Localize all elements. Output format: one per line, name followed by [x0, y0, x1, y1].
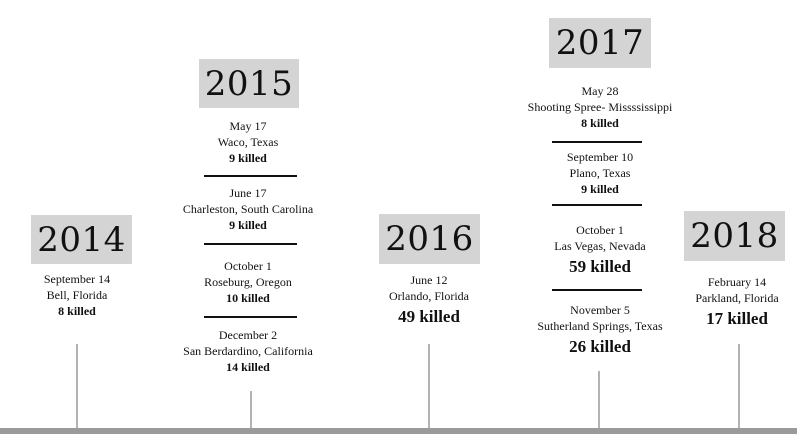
timeline-tick-2017: [598, 371, 600, 434]
event-separator: [552, 204, 642, 206]
event-date: October 1: [576, 223, 624, 237]
event-date: November 5: [570, 303, 630, 317]
event-date: September 14: [43, 272, 111, 286]
event-killed: 26 killed: [569, 337, 631, 356]
event-2015-san-bernardino: [148, 327, 348, 375]
year-label-2016: 2016: [379, 214, 480, 264]
timeline-tick-2016: [428, 344, 430, 434]
event-separator: [204, 175, 297, 177]
event-place: Bell, Florida: [46, 288, 108, 302]
event-date: June 12: [410, 273, 448, 287]
event-place: San Berdardino, California: [183, 344, 313, 358]
year-label-2015: 2015: [199, 59, 299, 108]
event-2017-mississippi: [497, 83, 703, 131]
event-separator: [204, 243, 297, 245]
event-place: Parkland, Florida: [695, 291, 779, 305]
event-2017-plano: [497, 149, 703, 197]
event-killed: 49 killed: [398, 307, 460, 326]
event-separator: [552, 289, 642, 291]
event-killed: 59 killed: [569, 257, 631, 276]
event-killed: 8 killed: [58, 304, 96, 318]
event-2016-orlando: [350, 272, 508, 329]
event-place: Plano, Texas: [569, 166, 631, 180]
year-label-2017: 2017: [549, 18, 651, 68]
event-2014-bell: [2, 271, 152, 319]
event-place: Charleston, South Carolina: [182, 202, 314, 216]
timeline-tick-2014: [76, 344, 78, 434]
event-place: Las Vegas, Nevada: [554, 239, 646, 253]
event-place: Roseburg, Oregon: [204, 275, 292, 289]
event-place: Orlando, Florida: [389, 289, 469, 303]
event-date: October 1: [224, 259, 272, 273]
event-killed: 8 killed: [581, 116, 619, 130]
event-date: June 17: [229, 186, 267, 200]
event-2018-parkland: [677, 274, 797, 331]
event-killed: 9 killed: [581, 182, 619, 196]
event-killed: 10 killed: [226, 291, 270, 305]
event-2017-sutherland-springs: [497, 302, 703, 359]
event-killed: 14 killed: [226, 360, 270, 374]
event-place: Waco, Texas: [217, 135, 279, 149]
year-label-2018: 2018: [684, 211, 785, 261]
event-2017-las-vegas: [497, 222, 703, 279]
event-date: December 2: [218, 328, 278, 342]
event-separator: [552, 141, 642, 143]
event-date: May 28: [581, 84, 619, 98]
timeline-axis: [0, 428, 797, 434]
event-place: Shooting Spree- Missssissippi: [527, 100, 673, 114]
event-2015-charleston: [148, 185, 348, 233]
event-date: September 10: [566, 150, 634, 164]
year-label-2014: 2014: [31, 215, 132, 264]
event-killed: 17 killed: [706, 309, 768, 328]
event-date: May 17: [229, 119, 267, 133]
event-killed: 9 killed: [229, 218, 267, 232]
event-killed: 9 killed: [229, 151, 267, 165]
event-date: February 14: [707, 275, 767, 289]
timeline-tick-2018: [738, 344, 740, 434]
event-separator: [204, 316, 297, 318]
event-place: Sutherland Springs, Texas: [537, 319, 663, 333]
event-2015-roseburg: [148, 258, 348, 306]
event-2015-waco: [148, 118, 348, 166]
